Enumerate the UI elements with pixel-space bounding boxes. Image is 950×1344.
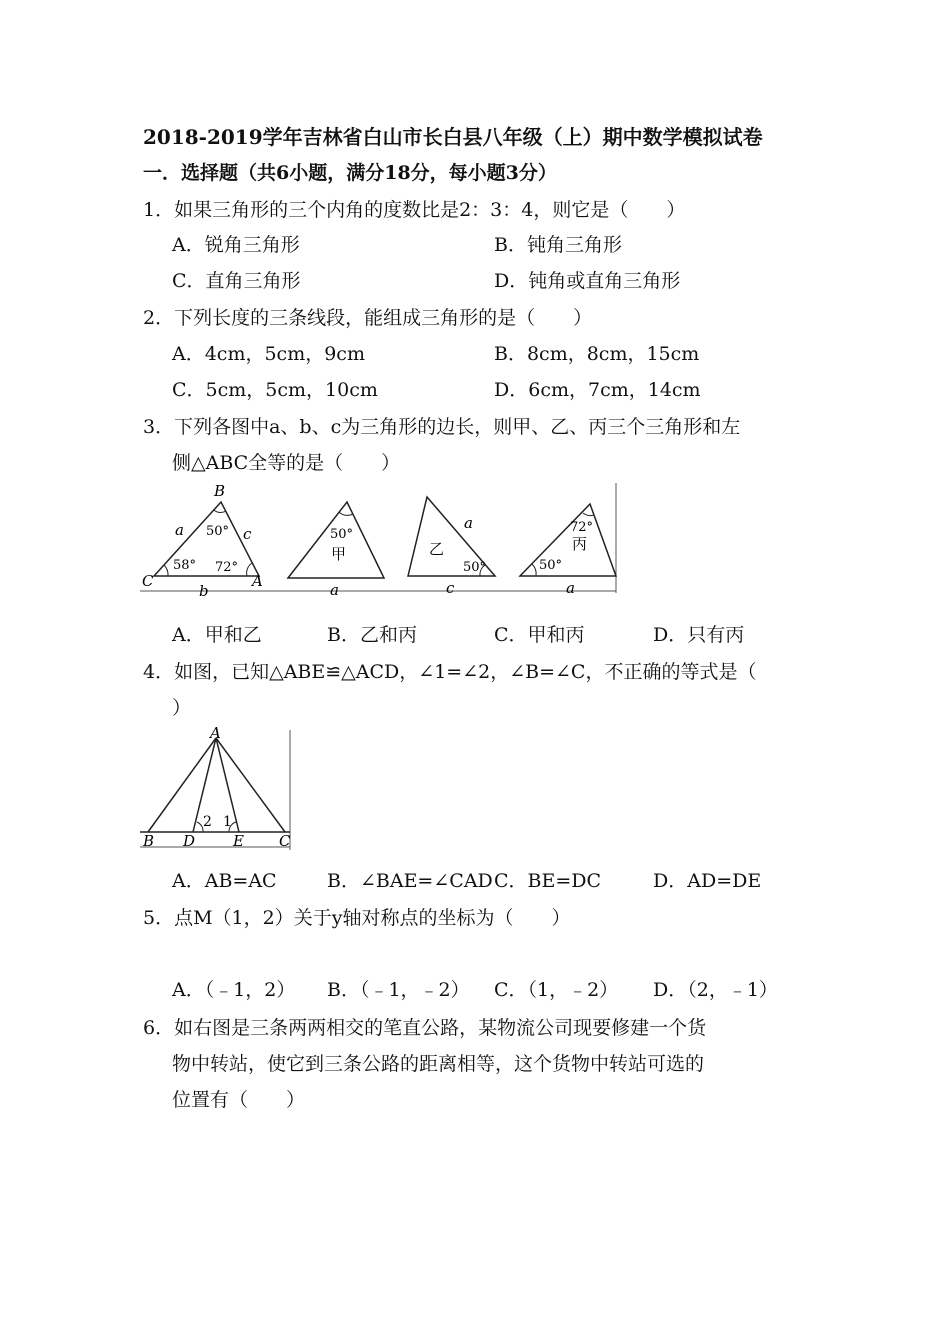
q5-stem: 5．点M（1，2）关于y轴对称点的坐标为（ ） bbox=[143, 907, 571, 929]
q2-option-d: D．6cm，7cm，14cm bbox=[494, 379, 701, 401]
section-heading: 一．选择题（共6小题，满分18分，每小题3分） bbox=[143, 162, 557, 184]
q2-option-c: C．5cm，5cm，10cm bbox=[172, 379, 378, 401]
angle-label-b: 50° bbox=[206, 524, 230, 539]
q3-option-c: C．甲和丙 bbox=[494, 624, 585, 646]
label-vertex-a: A bbox=[252, 572, 263, 590]
q2-option-b: B．8cm，8cm，15cm bbox=[494, 343, 700, 365]
q4-option-a: A．AB=AC bbox=[172, 870, 277, 892]
label-point-e: E bbox=[233, 832, 244, 850]
angle-label-jia: 50° bbox=[330, 527, 354, 542]
angle-label-bing-top: 72° bbox=[570, 520, 594, 535]
q1-option-c: C．直角三角形 bbox=[172, 270, 301, 292]
label-vertex-b: B bbox=[214, 483, 226, 500]
label-side-a: a bbox=[175, 521, 184, 539]
q4-option-d: D．AD=DE bbox=[653, 870, 762, 892]
label-bing-side: a bbox=[566, 579, 575, 597]
page-title: 2018-2019学年吉林省白山市长白县八年级（上）期中数学模拟试卷 bbox=[143, 125, 763, 149]
q3-option-b: B．乙和丙 bbox=[327, 624, 417, 646]
label-jia: 甲 bbox=[331, 545, 347, 563]
q4-option-c: C．BE=DC bbox=[494, 870, 602, 892]
angle-label-yi: 50° bbox=[463, 560, 487, 575]
label-bing: 丙 bbox=[572, 535, 588, 553]
q4-stem-line1: 4．如图，已知△ABE≌△ACD，∠1=∠2，∠B=∠C，不正确的等式是（ bbox=[143, 661, 757, 683]
angle-label-bing: 50° bbox=[539, 558, 563, 573]
q6-stem-line3: 位置有（ ） bbox=[172, 1089, 306, 1111]
label-yi-side-c: c bbox=[446, 579, 455, 597]
q1-option-b: B．钝角三角形 bbox=[494, 234, 622, 256]
q3-option-a: A．甲和乙 bbox=[172, 624, 262, 646]
label-point-b: B bbox=[143, 832, 155, 850]
q4-option-b: B．∠BAE=∠CAD bbox=[327, 870, 493, 892]
q3-stem-line1: 3．下列各图中a、b、c为三角形的边长，则甲、乙、丙三个三角形和左 bbox=[143, 416, 741, 438]
q5-option-a: A．（﹣1，2） bbox=[172, 979, 296, 1001]
q3-option-d: D．只有丙 bbox=[653, 624, 745, 646]
q3-triangles-figure bbox=[140, 483, 620, 598]
q3-stem-line2: 侧△ABC全等的是（ ） bbox=[172, 452, 401, 474]
label-yi: 乙 bbox=[429, 540, 445, 558]
triangle-yi bbox=[408, 497, 495, 597]
label-point-a: A bbox=[210, 726, 221, 742]
q1-stem: 1．如果三角形的三个内角的度数比是2：3：4，则它是（ ） bbox=[143, 199, 686, 221]
label-jia-side: a bbox=[330, 581, 339, 598]
triangle-abc bbox=[142, 483, 263, 598]
label-point-c: C bbox=[279, 832, 291, 850]
label-side-c: c bbox=[243, 525, 252, 543]
triangle-bing bbox=[520, 504, 616, 597]
q1-option-a: A．锐角三角形 bbox=[172, 234, 300, 256]
triangle-jia bbox=[288, 502, 384, 598]
label-point-d: D bbox=[183, 832, 196, 850]
q6-stem-line2: 物中转站，使它到三条公路的距离相等，这个货物中转站可选的 bbox=[172, 1053, 705, 1075]
angle-label-c: 58° bbox=[173, 558, 197, 573]
label-yi-side-a: a bbox=[464, 514, 473, 532]
q6-stem-line1: 6．如右图是三条两两相交的笔直公路，某物流公司现要修建一个货 bbox=[143, 1017, 707, 1039]
label-angle-1: 1 bbox=[223, 814, 232, 830]
q1-option-d: D．钝角或直角三角形 bbox=[494, 270, 681, 292]
q2-stem: 2．下列长度的三条线段，能组成三角形的是（ ） bbox=[143, 307, 593, 329]
label-vertex-c: C bbox=[142, 572, 154, 590]
q5-option-d: D．（2，﹣1） bbox=[653, 979, 778, 1001]
q4-stem-line2: ） bbox=[172, 697, 192, 719]
q2-option-a: A．4cm，5cm，9cm bbox=[172, 343, 365, 365]
label-side-b: b bbox=[199, 582, 209, 598]
q4-congruent-triangles-figure bbox=[140, 726, 295, 851]
label-angle-2: 2 bbox=[203, 814, 212, 830]
angle-label-a: 72° bbox=[215, 560, 239, 575]
q5-option-b: B．（﹣1，﹣2） bbox=[327, 979, 470, 1001]
q5-option-c: C．（1，﹣2） bbox=[494, 979, 619, 1001]
